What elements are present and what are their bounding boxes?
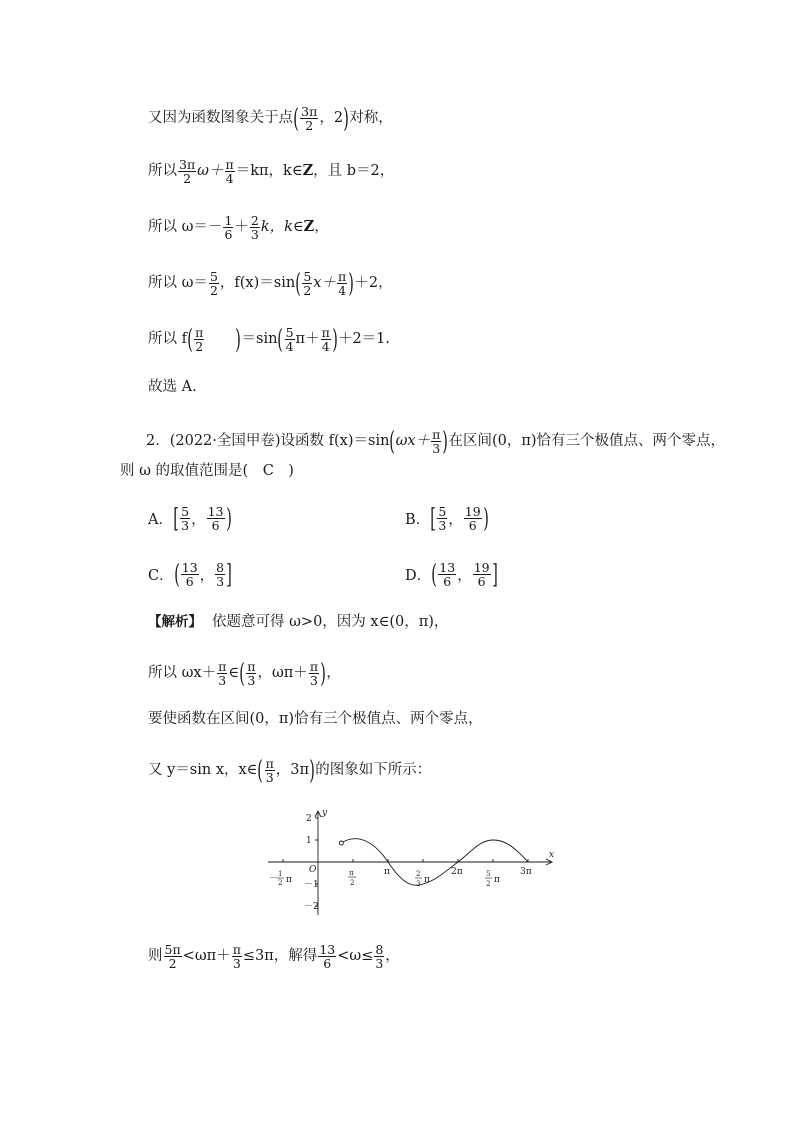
- analysis-tag: 【解析】: [148, 613, 202, 630]
- fraction: $\frac{\pi}{4}$: [321, 325, 330, 355]
- svg-text:1: 1: [278, 870, 283, 878]
- svg-text:x: x: [549, 850, 555, 860]
- line-function: 所以 ω＝ $\frac{5}{2}$ ，f(x)＝sin ( $\frac{5}{2}$ x＋ $\frac{\pi}{4}$ ) ＋2，: [148, 268, 393, 299]
- svg-text:5: 5: [486, 870, 491, 878]
- svg-text:2: 2: [306, 814, 312, 824]
- fraction: $\frac{5}{4}$: [285, 325, 294, 355]
- svg-text:π: π: [424, 875, 430, 885]
- svg-text:1: 1: [306, 836, 312, 846]
- analysis-line-1: 【解析】 依题意可得 ω>0，因为 x∈(0，π)，: [148, 613, 449, 630]
- fraction: $\frac{2}{3}$: [250, 213, 259, 243]
- fraction: $\frac{5}{2}$: [209, 269, 218, 299]
- option-a: A． [ $\frac{5}{3}$ ， $\frac{13}{6}$ ): [148, 503, 232, 534]
- analysis-line-4: 又 y＝sin x，x∈ ( $\frac{\pi}{3}$ ，3π ) 的图象如下所示：: [148, 755, 432, 786]
- fraction: $\frac{1}{6}$: [224, 213, 233, 243]
- line-evaluate: 所以 f ( $\frac{\pi}{2}$ ) ＝sin ( $\frac{5}{4}$ π＋ $\frac{\pi}{4}$ ) ＋2＝1.: [148, 324, 391, 355]
- svg-text:－2: －2: [304, 902, 319, 912]
- fraction: $\frac{3\pi}{2}$: [179, 157, 196, 187]
- svg-text:2: 2: [416, 870, 421, 878]
- svg-text:O: O: [309, 865, 317, 875]
- line-answer: 故选 A.: [148, 379, 197, 395]
- svg-text:3π: 3π: [520, 867, 532, 877]
- fraction: $\frac{\pi}{4}$: [337, 269, 347, 299]
- analysis-line-5: 则 $\frac{5\pi}{2}$ <ωπ＋ $\frac{\pi}{3}$ ≤3π，解得 $\frac{13}{6}$ <ω≤ $\frac{8}{3}$ ，: [148, 942, 400, 972]
- line-symmetry: 又因为函数图象关于点 ( $\frac{3\pi}{2}$ ，2 ) 对称，: [148, 103, 393, 134]
- line-equation-k: 所以 $\frac{3\pi}{2}$ ω＋ $\frac{\pi}{4}$ ＝kπ，k∈ Z ，且 b＝2，: [148, 157, 395, 187]
- fraction: $\frac{5}{2}$: [303, 269, 312, 299]
- svg-text:2: 2: [486, 880, 491, 888]
- line-omega-k: 所以 ω＝－ $\frac{1}{6}$ ＋ $\frac{2}{3}$ k，k∈ Z ，: [148, 213, 329, 243]
- svg-text:2: 2: [278, 879, 283, 887]
- option-c: C． ( $\frac{13}{6}$ ， $\frac{8}{3}$ ]: [148, 559, 232, 590]
- svg-text:2π: 2π: [451, 867, 463, 877]
- text: ，2: [319, 110, 344, 127]
- text: 又因为函数图象关于点: [148, 110, 293, 127]
- svg-text:π: π: [286, 875, 292, 885]
- analysis-line-3: 要使函数在区间(0，π)恰有三个极值点、两个零点，: [148, 711, 483, 727]
- analysis-line-2: 所以 ωx＋ $\frac{\pi}{3}$ ∈ ( $\frac{\pi}{3}$ ，ωπ＋ $\frac{\pi}{3}$ ) ，: [148, 658, 341, 689]
- open-endpoint: [339, 841, 343, 845]
- fraction: $\frac{3\pi}{2}$: [301, 104, 318, 134]
- question-2-stem: 2．(2022·全国甲卷)设函数 f(x)＝sin ( ωx＋ $\frac{\pi}{3}$ ) 在区间(0，π)恰有三个极值点、两个零点，: [146, 426, 726, 457]
- svg-text:π: π: [494, 875, 500, 885]
- svg-text:π: π: [349, 869, 354, 877]
- fraction: $\frac{\pi}{4}$: [225, 157, 234, 187]
- fraction: $\frac{\pi}{2}$: [195, 325, 204, 355]
- text: 对称，: [349, 110, 393, 127]
- sine-graph: [262, 805, 562, 925]
- svg-text:y: y: [322, 808, 328, 818]
- svg-text:π: π: [384, 867, 390, 877]
- fraction: $\frac{\pi}{3}$: [432, 427, 441, 457]
- svg-text:－: －: [269, 874, 279, 884]
- question-2-ask: 则 ω 的取值范围是( C ): [120, 463, 294, 479]
- svg-text:－1: －1: [304, 880, 319, 890]
- svg-text:3: 3: [416, 880, 421, 888]
- option-b: B． [ $\frac{5}{3}$ ， $\frac{19}{6}$ ): [405, 503, 489, 534]
- option-d: D． ( $\frac{13}{6}$ ， $\frac{19}{6}$ ]: [405, 559, 498, 590]
- svg-text:2: 2: [350, 879, 355, 887]
